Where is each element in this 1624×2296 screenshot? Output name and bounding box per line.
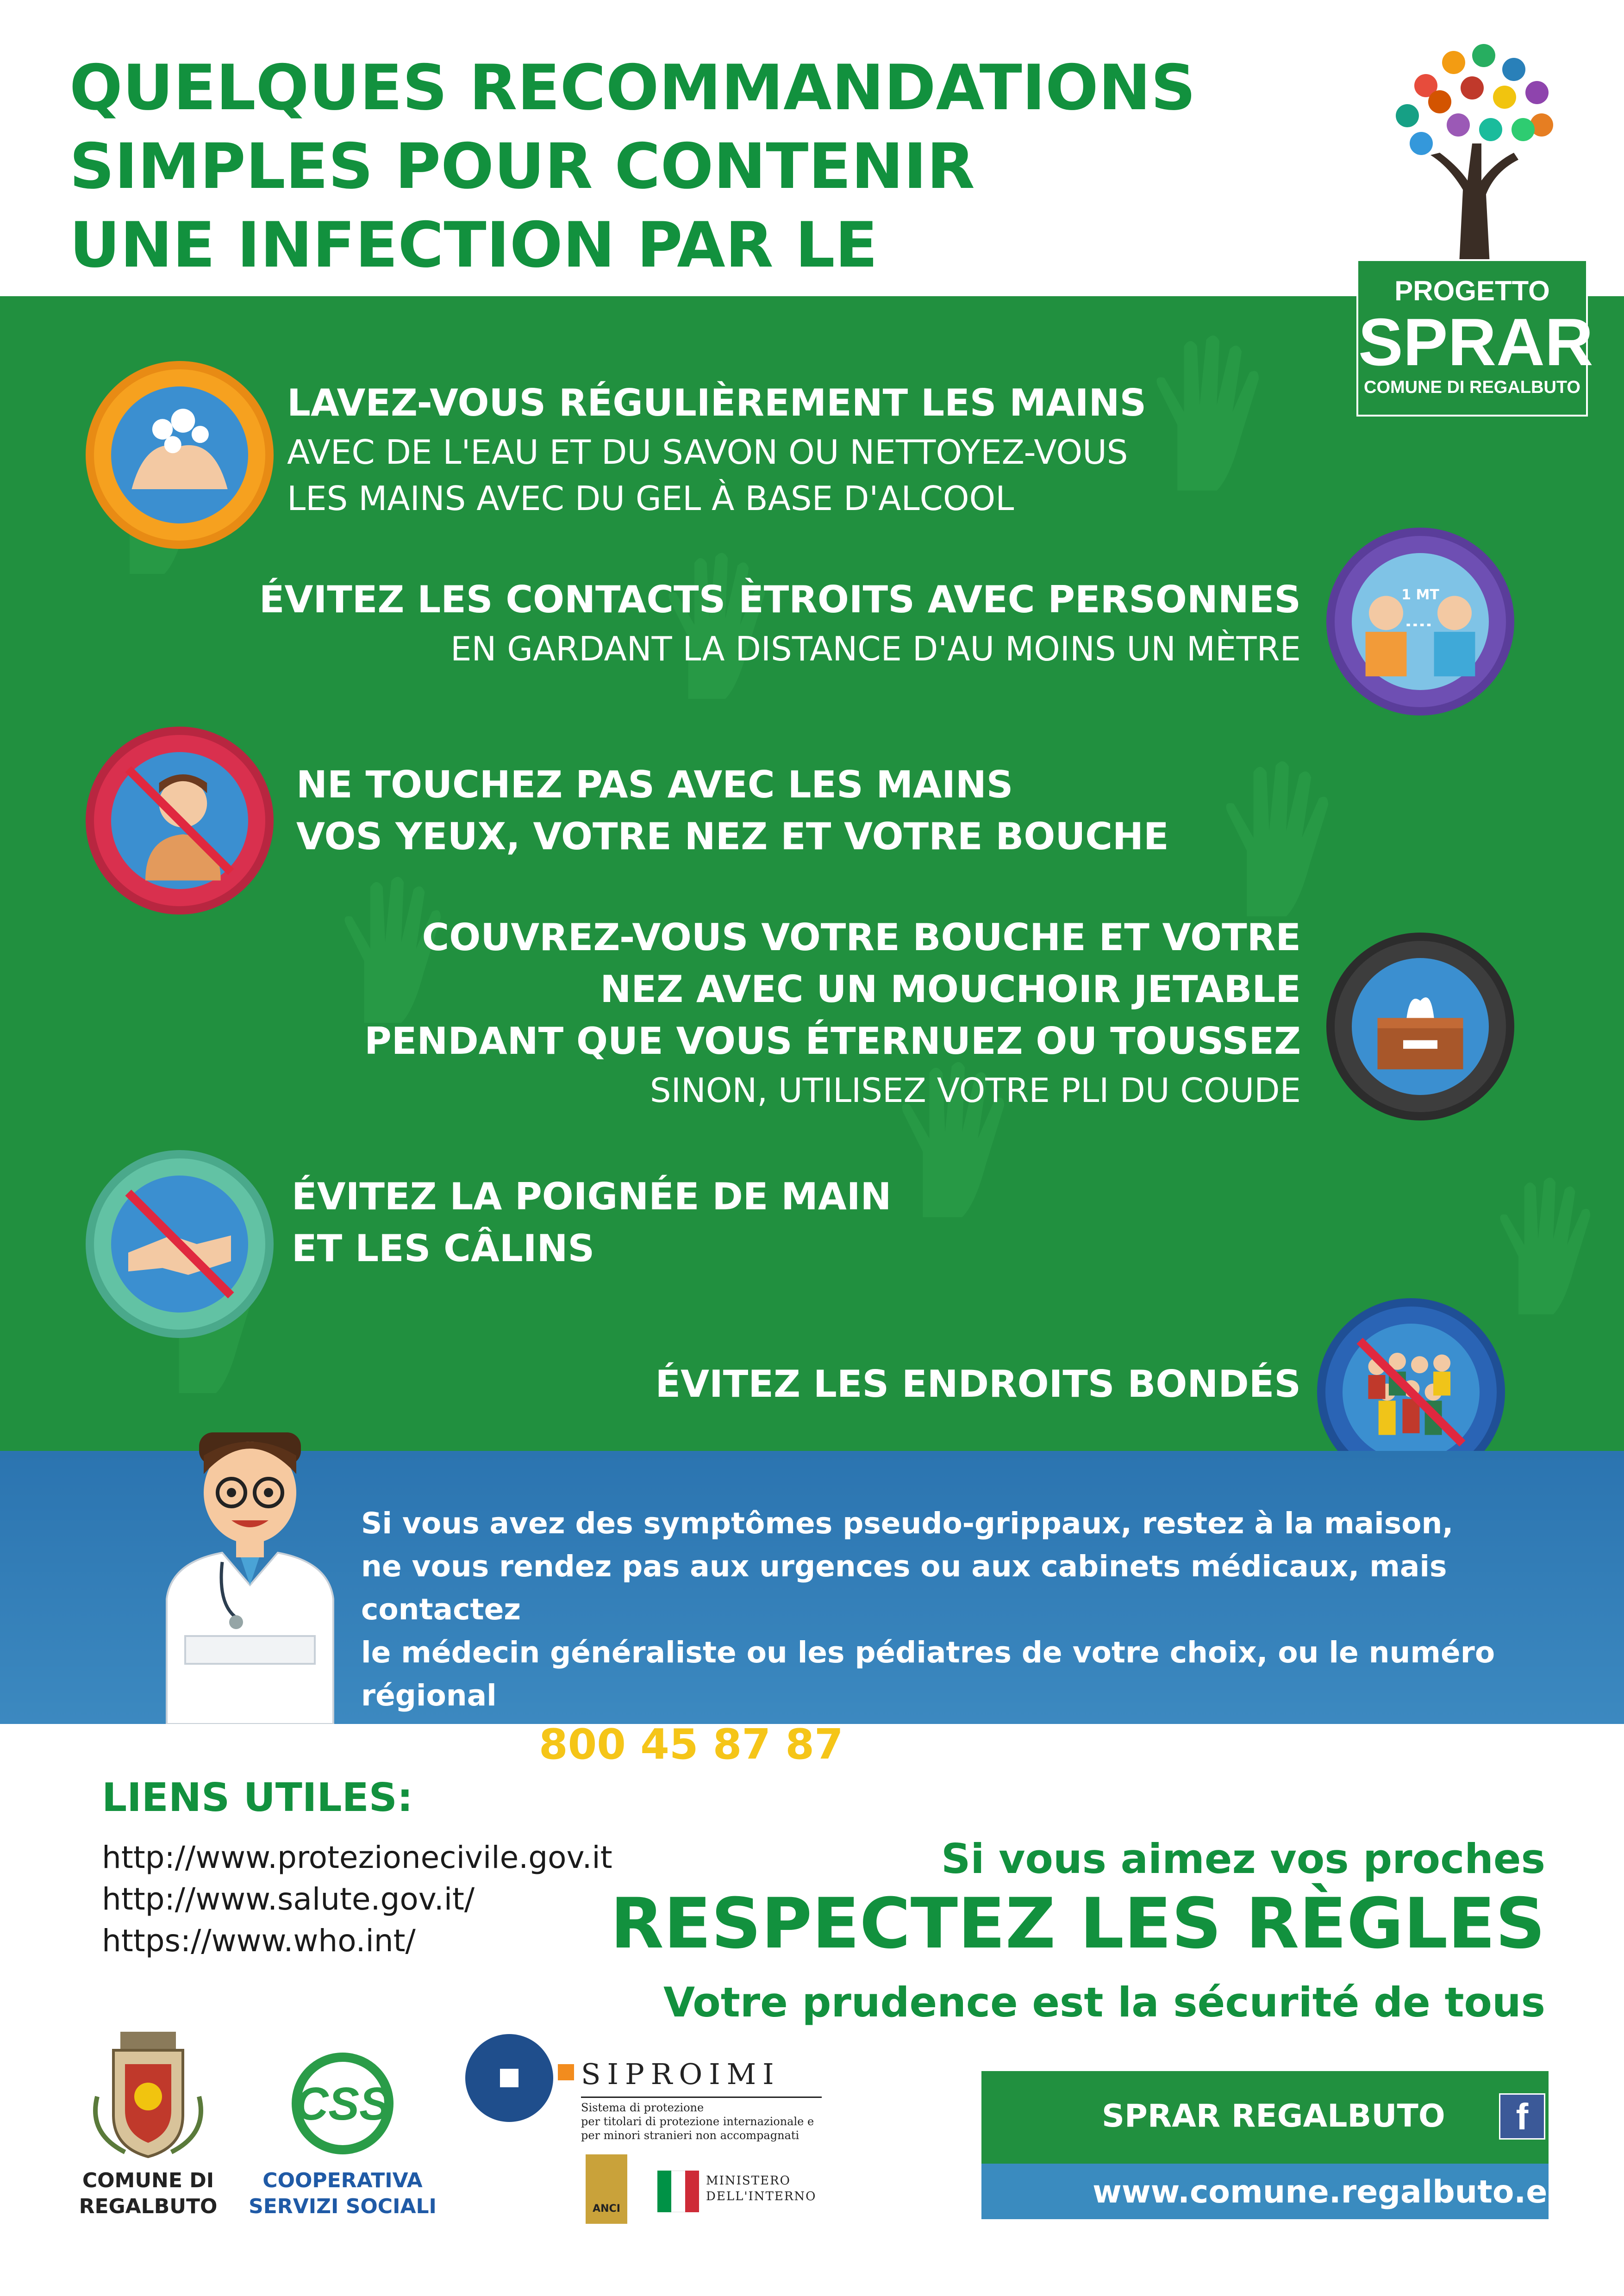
phone-number[interactable]: 800 45 87 87 [539,1720,843,1769]
coop-caption-line: SERVIZI SOCIALI [249,2195,437,2218]
tip-detail: LES MAINS AVEC DU GEL À BASE D'ALCOOL [287,479,1014,518]
ministero-label [706,2173,817,2204]
siproimi-desc-line: per minori stranieri non accompagnati [581,2129,800,2142]
coop-logo [245,2046,440,2231]
website-box[interactable] [981,2164,1608,2219]
tip-detail: AVEC DE L'EAU ET DU SAVON OU NETTOYEZ-VOUS [287,433,1128,472]
title-line: UNE INFECTION PAR LE [69,209,878,281]
tip-headline: LAVEZ-VOUS RÉGULIÈREMENT LES MAINS [287,381,1147,424]
svg-text:CSS: CSS [295,2078,390,2130]
tip-headline: PENDANT QUE VOUS ÉTERNUEZ OU TOUSSEZ [364,1020,1301,1063]
link-who[interactable]: https://www.who.int/ [102,1923,416,1959]
tip-no-face-touch [296,759,1315,863]
tip-no-crowd [139,1358,1301,1410]
siproimi-circle-icon [463,2032,556,2124]
tip-headline: ÉVITEZ LES ENDROITS BONDÉS [655,1363,1301,1406]
no-face-touch-icon [86,727,274,915]
anci-logo [586,2154,627,2224]
region-label: SICILE: [361,1720,525,1769]
tip-headline: COUVREZ-VOUS VOTRE BOUCHE ET VOTRE [422,916,1301,959]
link-salute[interactable]: http://www.salute.gov.it/ [102,1881,475,1917]
title-line: QUELQUES RECOMMANDATIONS [69,51,1196,124]
title-line: SIMPLES POUR CONTENIR [69,130,975,203]
comune-caption [79,2168,218,2220]
tip-no-handshake [292,1171,1310,1275]
tip-detail: SINON, UTILISEZ VOTRE PLI DU COUDE [650,1071,1301,1110]
tip-headline: NE TOUCHEZ PAS AVEC LES MAINS [296,763,1013,806]
comune-caption-line: REGALBUTO [79,2195,218,2218]
tree-of-hands-icon [1356,28,1588,287]
no-handshake-icon [86,1150,274,1338]
distance-icon [1326,528,1514,716]
siproimi-description [581,2097,822,2142]
comune-logo [79,2027,218,2231]
tip-detail: EN GARDANT LA DISTANCE D'AU MOINS UN MÈTRE [450,629,1301,668]
facebook-icon[interactable]: f [1499,2093,1545,2140]
coop-emblem-icon [245,2046,440,2161]
website-url[interactable]: www.comune.regalbuto.en.it [1093,2174,1608,2210]
phone-line [361,1717,1588,1773]
sprar-line1: PROGETTO [1394,275,1550,306]
tip-headline: NEZ AVEC UN MOUCHOIR JETABLE [600,968,1301,1011]
italian-flag-icon [657,2171,699,2212]
coop-caption [245,2168,440,2220]
ministero-line: MINISTERO [706,2174,791,2188]
ministero-line: DELL'INTERNO [706,2190,817,2203]
tip-distance [139,574,1301,672]
advice-line: le médecin généraliste ou les pédiatres de votre choix, ou le numéro régional [361,1636,1495,1712]
tip-headline: ÉVITEZ LES CONTACTS ÈTROITS AVEC PERSONNES [259,578,1301,621]
slogan-headline: RESPECTEZ LES RÈGLES [610,1884,1545,1964]
distance-label: 1 MT [1401,587,1439,603]
anci-label: ANCI [593,2203,620,2215]
facebook-box[interactable] [981,2071,1549,2164]
no-crowd-icon [1317,1298,1505,1451]
facebook-label[interactable]: SPRAR REGALBUTO [1102,2098,1445,2134]
advice-line: ne vous rendez pas aux urgences ou aux cabinets médicaux, mais contactez [361,1549,1447,1626]
tissue-box-icon [1326,933,1514,1120]
tip-tissue [139,912,1301,1114]
hand-print-icon [1481,1176,1602,1314]
siproimi-logo [463,2032,833,2235]
siproimi-desc-line: per titolari di protezione internazionale e [581,2115,814,2128]
links-heading: LIENS UTILES: [102,1775,413,1821]
tip-headline: ÉVITEZ LA POIGNÉE DE MAIN [292,1175,892,1218]
sprar-logo [1356,28,1593,417]
advice-line: Si vous avez des symptômes pseudo-grippaux, restez à la maison, [361,1506,1454,1540]
tips-panel [0,296,1624,1451]
comune-caption-line: COMUNE DI [82,2169,214,2192]
slogan-line1: Si vous aimez vos proches [941,1835,1545,1883]
sprar-line2: SPRAR [1358,305,1593,380]
slogan-line3: Votre prudence est la sécurité de tous [663,1979,1545,2026]
doctor-illustration [153,1432,347,1724]
orange-square-icon [558,2064,574,2080]
sprar-line3: COMUNE DI REGALBUTO [1364,378,1580,397]
handwash-icon [86,361,274,549]
tip-headline: ET LES CÂLINS [292,1227,595,1270]
link-protezione-civile[interactable]: http://www.protezionecivile.gov.it [102,1840,612,1875]
tip-headline: VOS YEUX, VOTRE NEZ ET VOTRE BOUCHE [296,815,1169,858]
tip-handwash [287,377,1352,522]
siproimi-name: SIPROIMI [581,2057,781,2091]
coat-of-arms-icon [79,2027,218,2166]
advice-text [361,1502,1588,1773]
siproimi-desc-line: Sistema di protezione [581,2101,704,2114]
coop-caption-line: COOPERATIVA [262,2169,423,2192]
